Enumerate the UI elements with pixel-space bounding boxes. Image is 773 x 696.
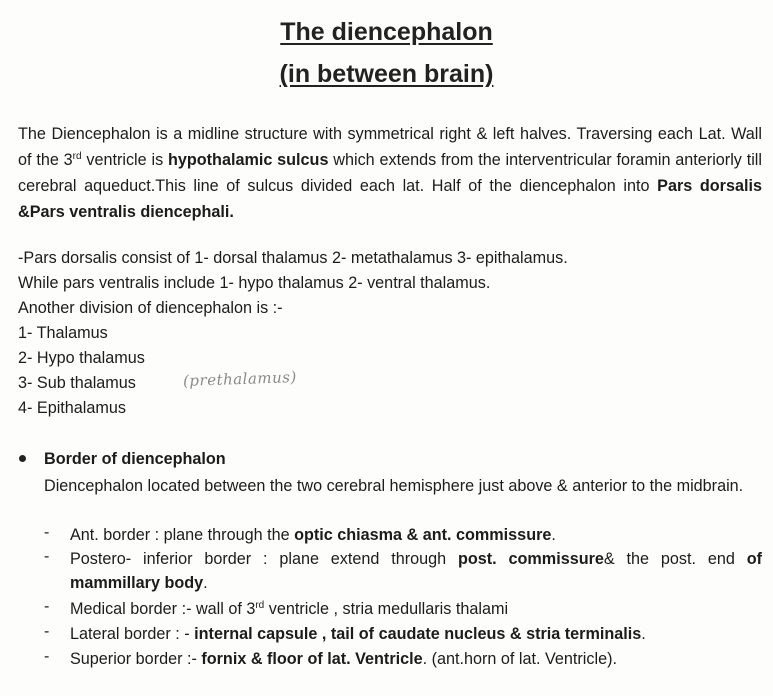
intro-text-1: The Diencephalon is a midline structure with symmetrical right & left halves. Traversing each Lat. Wall of the 3: [18, 125, 762, 169]
intro-superscript: rd: [72, 151, 82, 162]
dash-marker: -: [44, 524, 50, 541]
lat-bold: internal capsule , tail of caudate nucleus & stria terminalis: [194, 625, 642, 643]
post-bold-2: of mammillary body: [70, 550, 762, 592]
border-item-medial: [70, 597, 762, 621]
title-line-1: The diencephalon: [280, 18, 493, 46]
med-superscript: rd: [255, 600, 265, 611]
sup-bold: fornix & floor of lat. Ventricle: [201, 650, 423, 668]
ant-text-1: Ant. border : plane through the: [70, 526, 295, 544]
border-heading: Border of diencephalon: [44, 450, 226, 468]
ant-text-2: .: [551, 526, 556, 544]
dash-marker: -: [44, 648, 50, 665]
dash-marker: -: [44, 598, 50, 615]
another-division-line: Another division of diencephalon is :-: [18, 299, 283, 317]
border-item-anterior: [70, 523, 762, 547]
ant-bold: optic chiasma & ant. commissure: [294, 526, 552, 544]
post-text-1: Postero- inferior border : plane extend through: [70, 550, 458, 568]
border-item-superior: [70, 647, 762, 671]
division-item-hypothalamus: 2- Hypo thalamus: [18, 349, 145, 367]
intro-bold-sulcus: hypothalamic sulcus: [168, 151, 329, 169]
handwritten-note: (prethalamus): [182, 368, 298, 390]
post-text-2: & the post. end: [603, 550, 747, 568]
pars-dorsalis-line: -Pars dorsalis consist of 1- dorsal thalamus 2- metathalamus 3- epithalamus.: [18, 249, 568, 267]
sup-text-2: . (ant.horn of lat. Ventricle).: [422, 650, 617, 668]
bullet-icon: [19, 455, 26, 462]
division-item-epithalamus: 4- Epithalamus: [18, 399, 126, 417]
pars-ventralis-line: While pars ventralis include 1- hypo thalamus 2- ventral thalamus.: [18, 274, 491, 292]
dash-marker: -: [44, 623, 50, 640]
post-text-3: .: [203, 574, 208, 592]
division-item-subthalamus: 3- Sub thalamus: [18, 374, 136, 392]
dash-marker: -: [44, 548, 50, 565]
med-text-1: Medical border :- wall of 3: [70, 600, 256, 618]
post-bold-1: post. commissure: [458, 550, 604, 568]
lat-text-1: Lateral border : -: [70, 625, 195, 643]
intro-paragraph: [18, 121, 762, 225]
intro-text-2: ventricle is: [81, 151, 168, 169]
border-description: Diencephalon located between the two cerebral hemisphere just above & anterior to the midbrain.: [44, 477, 744, 495]
border-item-postero-inferior: [70, 547, 762, 595]
intro-bold-pars: Pars dorsalis &Pars ventralis diencephali.: [18, 177, 762, 221]
med-text-2: ventricle , stria medullaris thalami: [264, 600, 509, 618]
title-line-2: (in between brain): [279, 60, 494, 88]
lat-text-2: .: [641, 625, 646, 643]
sup-text-1: Superior border :-: [70, 650, 202, 668]
intro-text-3: which extends from the interventricular foramin anteriorly till cerebral aqueduct.This line of sulcus divided each lat. Half of the diencephalon into: [18, 151, 762, 195]
border-item-lateral: [70, 622, 762, 646]
division-item-thalamus: 1- Thalamus: [18, 324, 108, 342]
